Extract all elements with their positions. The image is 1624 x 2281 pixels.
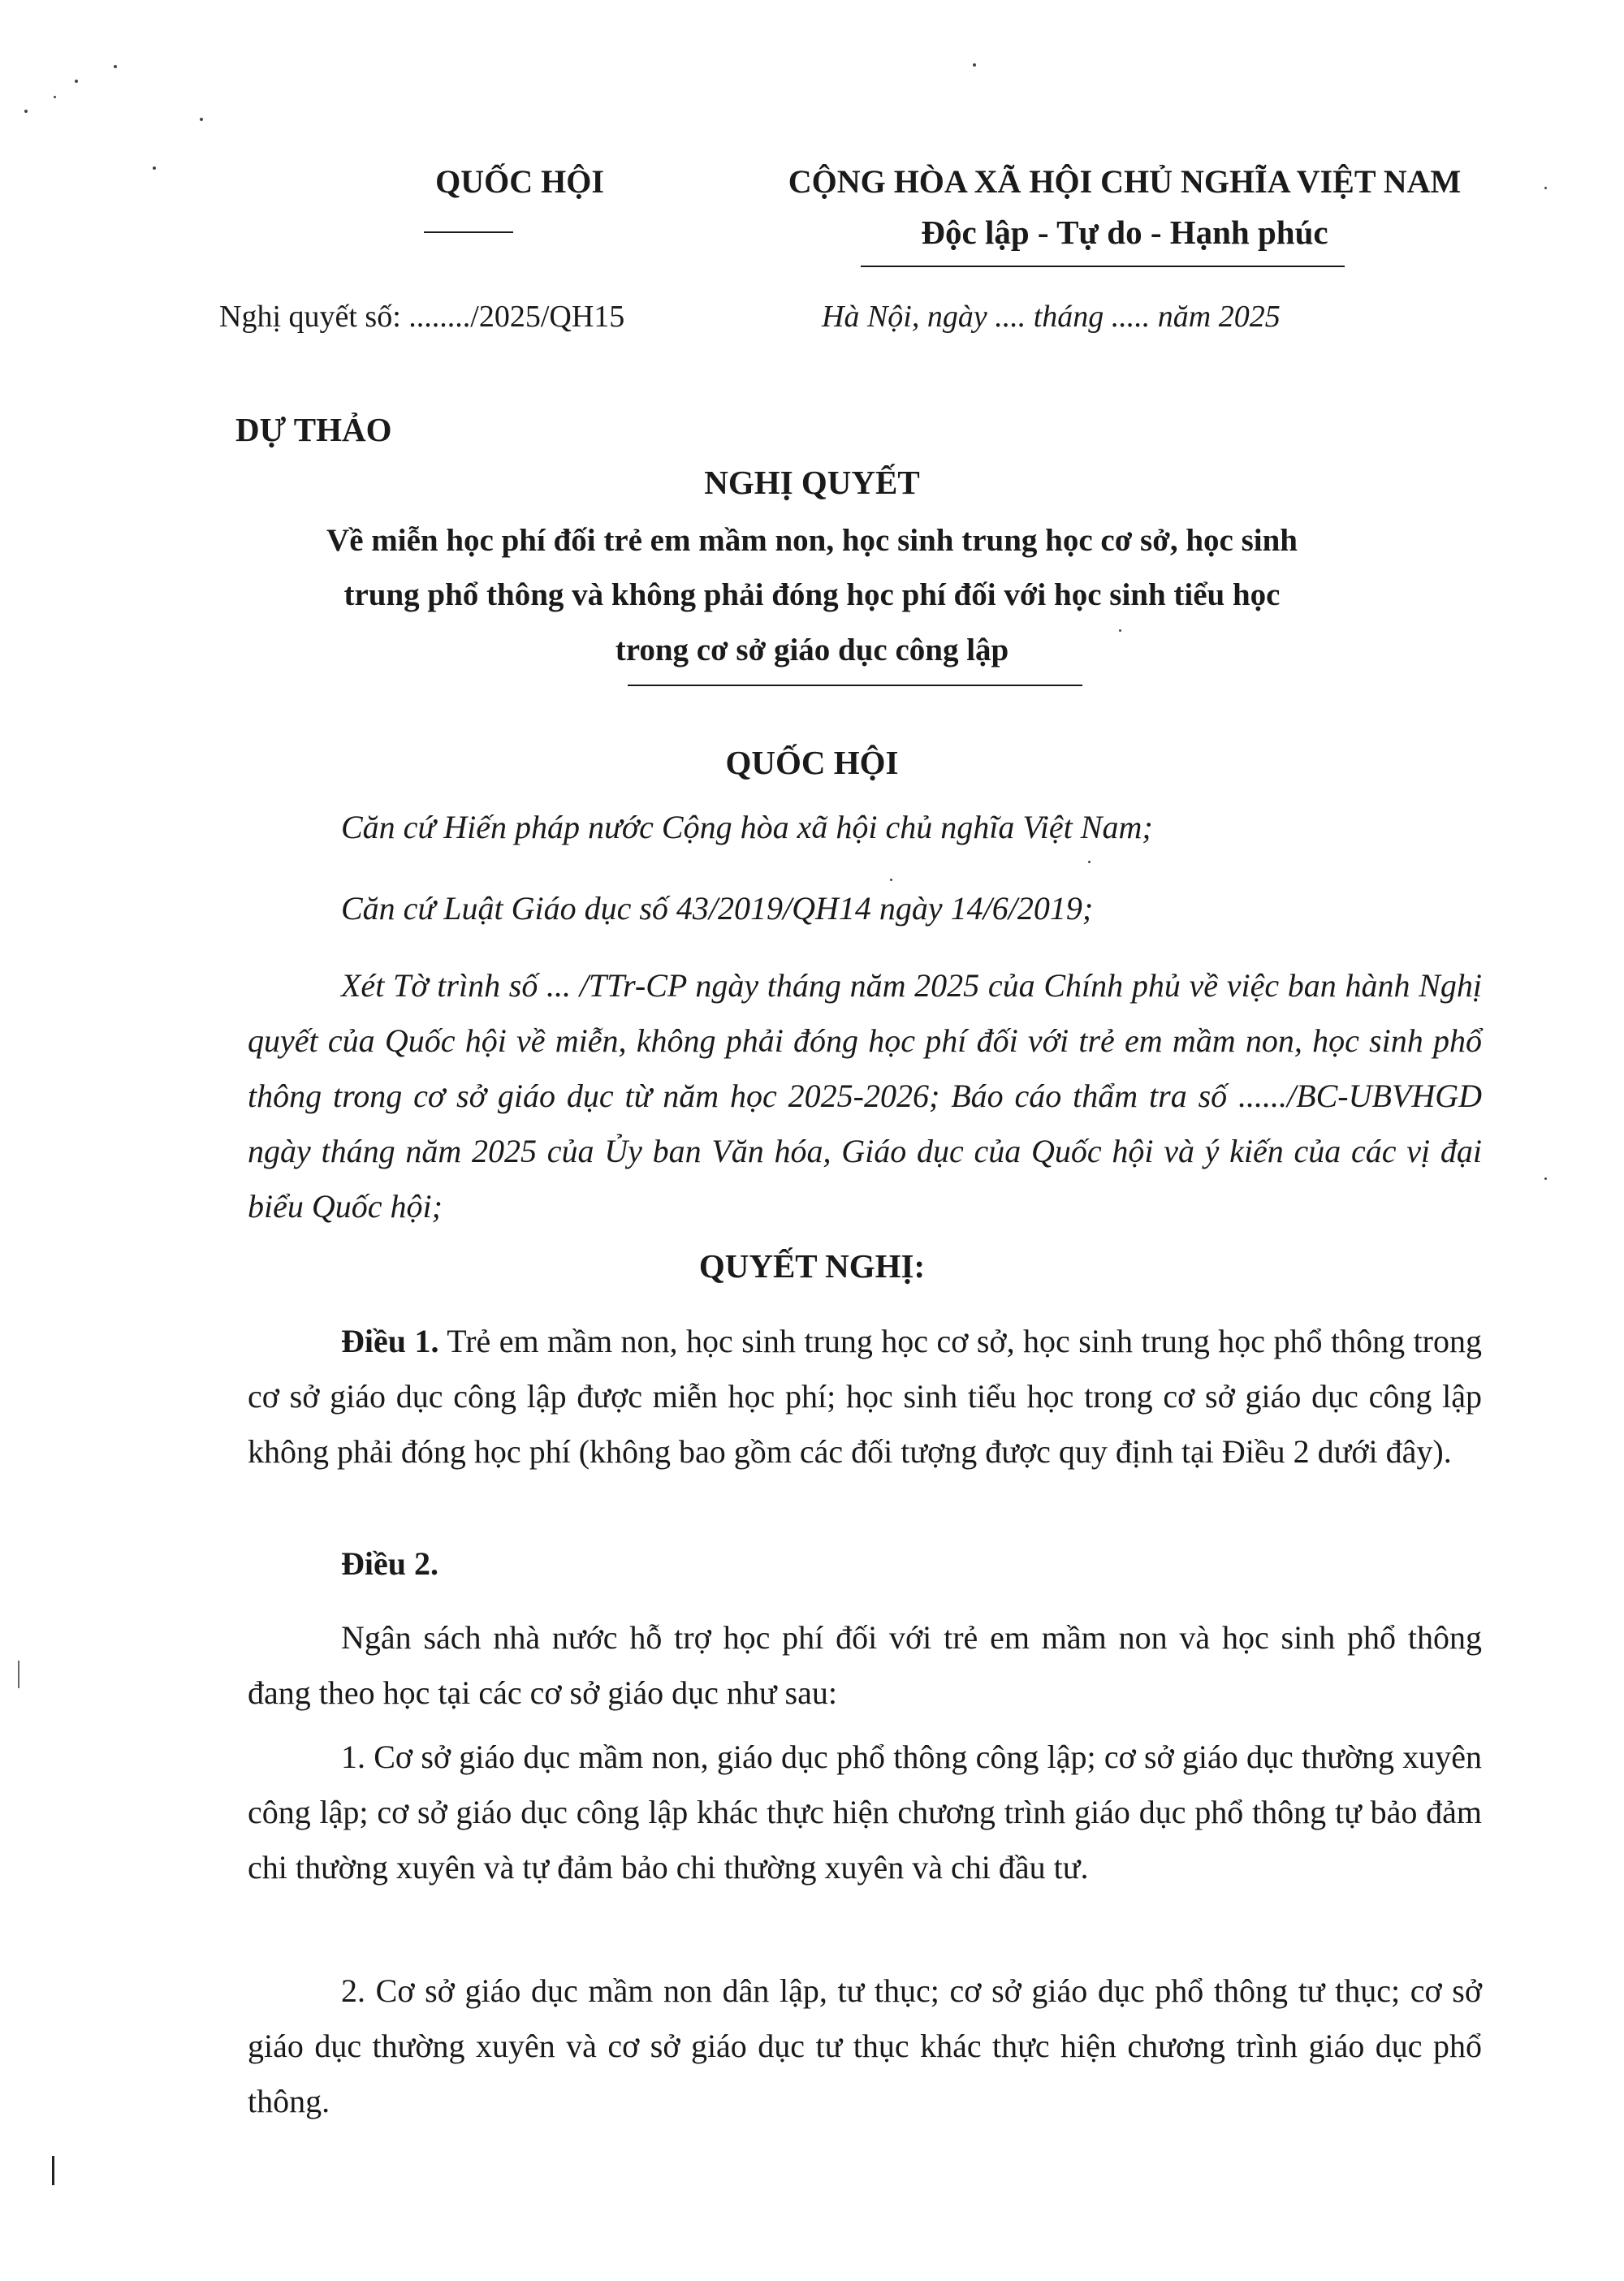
article-1-text: Trẻ em mầm non, học sinh trung học cơ sở, học sinh trung học phổ thông trong cơ sở giáo dục công lập được miễn học phí; học sinh tiểu học trong cơ sở giáo dục công lập không phải đóng học phí (không bao gồm các đối tượng được quy định tại Điều 2 dưới đây). — [248, 1323, 1483, 1470]
agency-name: QUỐC HỘI — [435, 163, 604, 200]
article-2-intro — [248, 1610, 1482, 1721]
scan-speck — [1544, 1177, 1547, 1180]
agency-underline — [424, 231, 513, 233]
scan-speck — [75, 80, 78, 83]
subtitle-line: Về miễn học phí đối trẻ em mầm non, học sinh trung học cơ sở, học sinh — [326, 523, 1298, 558]
article-2-item-1 — [248, 1730, 1482, 1895]
scan-speck — [54, 96, 56, 98]
subtitle-line: trong cơ sở giáo dục công lập — [615, 633, 1009, 667]
article-1-label: Điều 1. — [341, 1323, 439, 1359]
article-2-item-2 — [248, 1963, 1482, 2129]
scan-speck — [114, 65, 117, 68]
article-2-intro-text: Ngân sách nhà nước hỗ trợ học phí đối với trẻ em mầm non và học sinh phổ thông đang theo học tại các cơ sở giáo dục như sau: — [248, 1619, 1482, 1711]
article-2-item-text: 2. Cơ sở giáo dục mầm non dân lập, tư thục; cơ sở giáo dục phổ thông tư thục; cơ sở giáo dục thường xuyên và cơ sở giáo dục tư thục khác thực hiện chương trình giáo dục phổ thông. — [248, 1972, 1482, 2119]
scan-speck — [1544, 187, 1547, 189]
document-title: NGHỊ QUYẾT — [704, 464, 920, 501]
legal-basis-line: Căn cứ Hiến pháp nước Cộng hòa xã hội chủ nghĩa Việt Nam; — [341, 809, 1153, 845]
draft-label: DỰ THẢO — [235, 411, 392, 448]
article-1 — [248, 1314, 1482, 1480]
subtitle-underline — [628, 685, 1082, 686]
motto-underline — [861, 266, 1345, 267]
scan-margin-mark — [18, 1661, 19, 1688]
national-motto: Độc lập - Tự do - Hạnh phúc — [921, 214, 1328, 251]
article-2-label: Điều 2. — [341, 1545, 438, 1582]
scan-margin-mark — [52, 2156, 54, 2185]
scan-speck — [1088, 861, 1091, 863]
document-number: Nghị quyết số: ......../2025/QH15 — [219, 300, 625, 334]
scan-speck — [153, 166, 156, 170]
issuing-body: QUỐC HỘI — [725, 744, 899, 781]
scan-speck — [973, 63, 976, 67]
consideration-text: Xét Tờ trình số ... /TTr-CP ngày tháng năm 2025 của Chính phủ về việc ban hành Nghị quyết của Quốc hội về miễn, không phải đóng học phí đối với trẻ em mầm non, học sinh phổ thông trong cơ sở giáo dục từ năm học 2025-2026; Báo cáo thẩm tra số ....../BC-UBVHGD ngày tháng năm 2025 của Ủy ban Văn hóa, Giáo dục của Quốc hội và ý kiến của các vị đại biểu Quốc hội; — [248, 967, 1482, 1225]
scan-speck — [890, 879, 892, 881]
consideration-paragraph — [248, 958, 1482, 1234]
legal-basis-line: Căn cứ Luật Giáo dục số 43/2019/QH14 ngày 14/6/2019; — [341, 890, 1094, 927]
scan-speck — [24, 110, 28, 113]
subtitle-line: trung phổ thông và không phải đóng học phí đối với học sinh tiểu học — [343, 577, 1281, 612]
nation-name: CỘNG HÒA XÃ HỘI CHỦ NGHĨA VIỆT NAM — [788, 163, 1462, 200]
decision-heading: QUYẾT NGHỊ: — [698, 1247, 926, 1285]
place-and-date: Hà Nội, ngày .... tháng ..... năm 2025 — [822, 300, 1281, 334]
scan-speck — [200, 118, 203, 121]
article-2-item-text: 1. Cơ sở giáo dục mầm non, giáo dục phổ thông công lập; cơ sở giáo dục thường xuyên công lập; cơ sở giáo dục công lập khác thực hiện chương trình giáo dục phổ thông tự bảo đảm chi thường xuyên và tự đảm bảo chi thường xuyên và chi đầu tư. — [248, 1739, 1482, 1886]
